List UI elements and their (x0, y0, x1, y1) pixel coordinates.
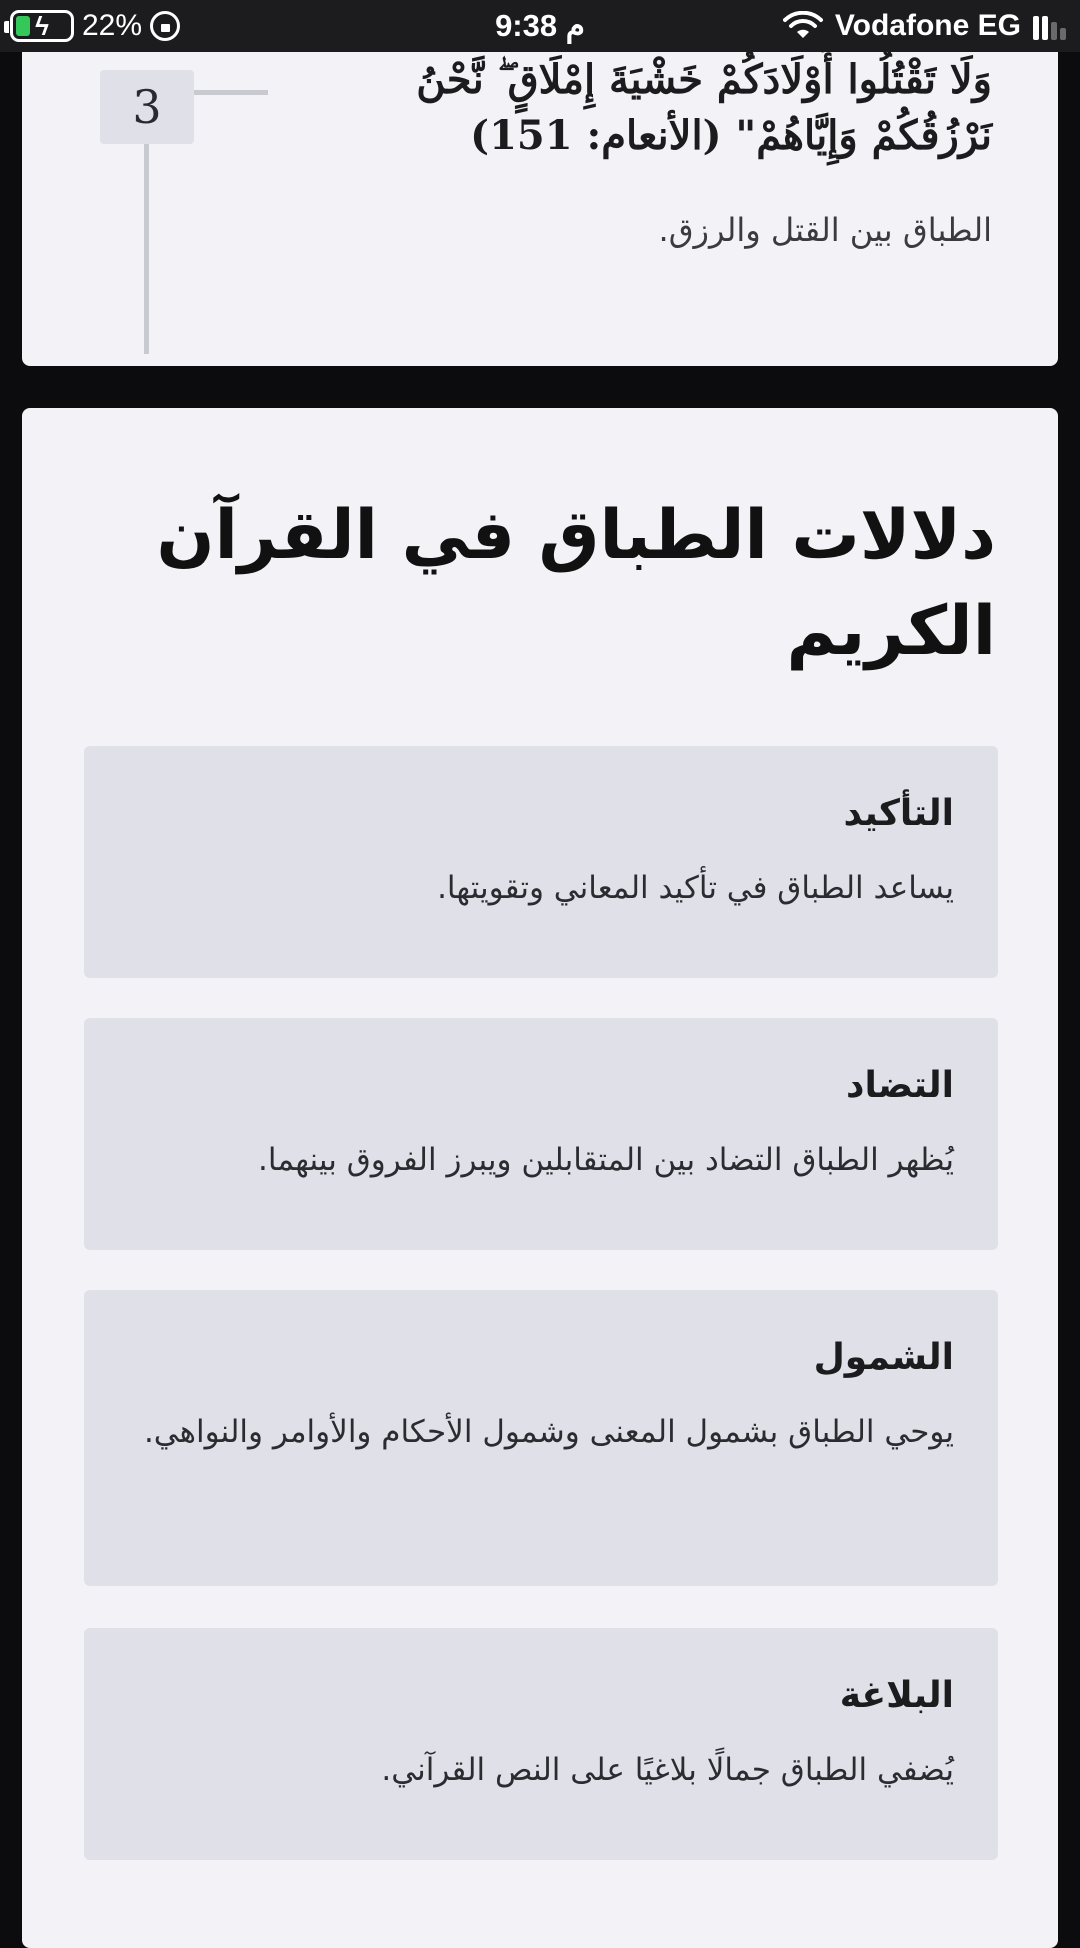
example-verse: وَلَا تَقْتُلُوا أَوْلَادَكُمْ خَشْيَةَ إِمْلَاقٍ ۖ نَّحْنُ نَرْزُقُكُمْ وَإِيَّاهُمْ" (الأنعام: 151) (416, 56, 992, 159)
section-card (22, 408, 1058, 1948)
item-text: يُظهر الطباق التضاد بين المتقابلين ويبرز الفروق بينهما. (258, 1142, 954, 1178)
item-title: التأكيد (843, 793, 954, 834)
list-item-eloquence (84, 1628, 998, 1860)
status-time: 9:38 م (495, 8, 585, 43)
status-right (783, 8, 1066, 44)
battery-charging-icon: ϟ (10, 10, 74, 42)
list-item-contrast (84, 1018, 998, 1250)
example-note: الطباق بين القتل والرزق. (658, 211, 992, 249)
carrier-name: Vodafone EG (834, 9, 1021, 42)
item-title: البلاغة (839, 1675, 954, 1716)
item-text: يساعد الطباق في تأكيد المعاني وتقويتها. (437, 870, 954, 906)
example-card (22, 52, 1058, 366)
item-text: يُضفي الطباق جمالًا بلاغيًا على النص القرآني. (381, 1752, 954, 1788)
timeline-connector (194, 90, 268, 95)
example-number: 3 (100, 70, 194, 144)
item-text: يوحي الطباق بشمول المعنى وشمول الأحكام والأوامر والنواهي. (143, 1414, 954, 1450)
item-title: التضاد (845, 1065, 954, 1106)
list-item-emphasis (84, 746, 998, 978)
status-bar (0, 0, 1080, 52)
item-title: الشمول (813, 1337, 954, 1378)
wifi-icon (783, 11, 823, 41)
signal-bars-icon (1033, 12, 1066, 40)
battery-percent: 22% (82, 9, 143, 42)
section-title: دلالات الطباق في القرآن الكريم (156, 496, 996, 671)
list-item-comprehensiveness (84, 1290, 998, 1586)
timeline-line (144, 144, 149, 354)
